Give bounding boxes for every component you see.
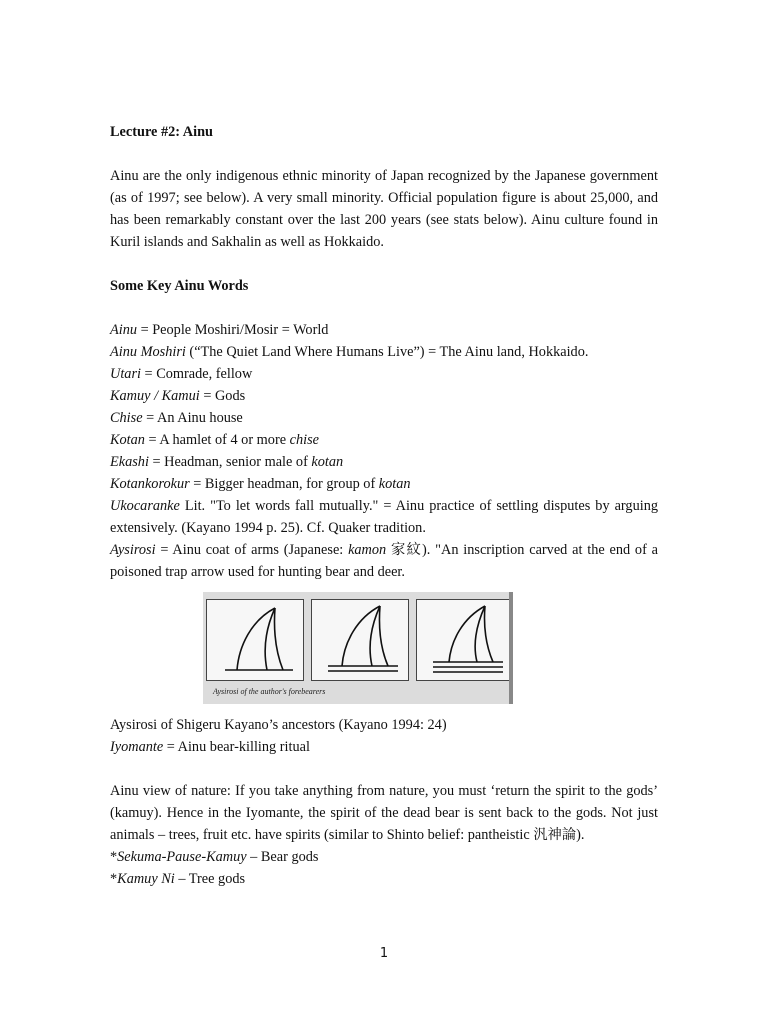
term-utari: Utari = Comrade, fellow (110, 366, 253, 382)
term-ainu-moshiri: Ainu Moshiri (“The Quiet Land Where Humans Live”) = The Ainu land, Hokkaido. (110, 344, 589, 360)
scan-edge (509, 592, 513, 704)
term-ukocaranke: Ukocaranke Lit. "To let words fall mutually." = Ainu practice of settling disputes by arguing extensively. (Kayano 1994 p. 25). Cf. Quaker tradition. (110, 498, 658, 536)
aysirosi-panel-1 (206, 599, 304, 681)
term-aysirosi: Aysirosi = Ainu coat of arms (Japanese: kamon 家紋). "An inscription carved at the end of a poisoned trap arrow used for hunting bear and deer. (110, 542, 658, 580)
nature-paragraph: Ainu view of nature: If you take anything from nature, you must ‘return the spirit to the gods’ (kamuy). Hence in the Iyomante, the spirit of the dead bear is sent back to the gods. Not just animals – trees, fruit etc. have spirits (similar to Shinto belief: pantheistic 汎神論). (110, 783, 658, 843)
aysirosi-figure (203, 592, 513, 704)
lecture-title: Lecture #2: Ainu (110, 124, 213, 140)
term-kotankorokur: Kotankorokur = Bigger headman, for group of kotan (110, 476, 411, 492)
god-item: *Kamuy Ni – Tree gods (110, 871, 246, 887)
aysirosi-panel-2 (311, 599, 409, 681)
term-ainu: Ainu = People Moshiri/Mosir = World (110, 322, 329, 338)
aysirosi-mark-1-icon (207, 600, 303, 680)
document-body (110, 121, 658, 890)
section-heading: Some Key Ainu Words (110, 278, 249, 294)
term-ekashi: Ekashi = Headman, senior male of kotan (110, 454, 344, 470)
god-item: *Sekuma-Pause-Kamuy – Bear gods (110, 849, 319, 865)
intro-paragraph: Ainu are the only indigenous ethnic minority of Japan recognized by the Japanese government (as of 1997; see below). A very small minority. Official population figure is about 25,000, and has been remarkably constant over the last 200 years (see stats below). Ainu culture found in Kuril islands and Sakhalin as well as Hokkaido. (110, 168, 658, 250)
figure-caption: Aysirosi of Shigeru Kayano’s ancestors (Kayano 1994: 24) (110, 717, 447, 733)
figure-inner-caption: Aysirosi of the author's forebearers (213, 687, 326, 696)
term-kotan: Kotan = A hamlet of 4 or more chise (110, 432, 320, 448)
term-chise: Chise = An Ainu house (110, 410, 243, 426)
term-iyomante: Iyomante = Ainu bear-killing ritual (110, 739, 310, 755)
term-kamuy: Kamuy / Kamui = Gods (110, 388, 246, 404)
aysirosi-mark-2-icon (312, 600, 408, 680)
aysirosi-panel-3 (416, 599, 513, 681)
page-number: 1 (379, 946, 389, 961)
aysirosi-mark-3-icon (417, 600, 513, 680)
